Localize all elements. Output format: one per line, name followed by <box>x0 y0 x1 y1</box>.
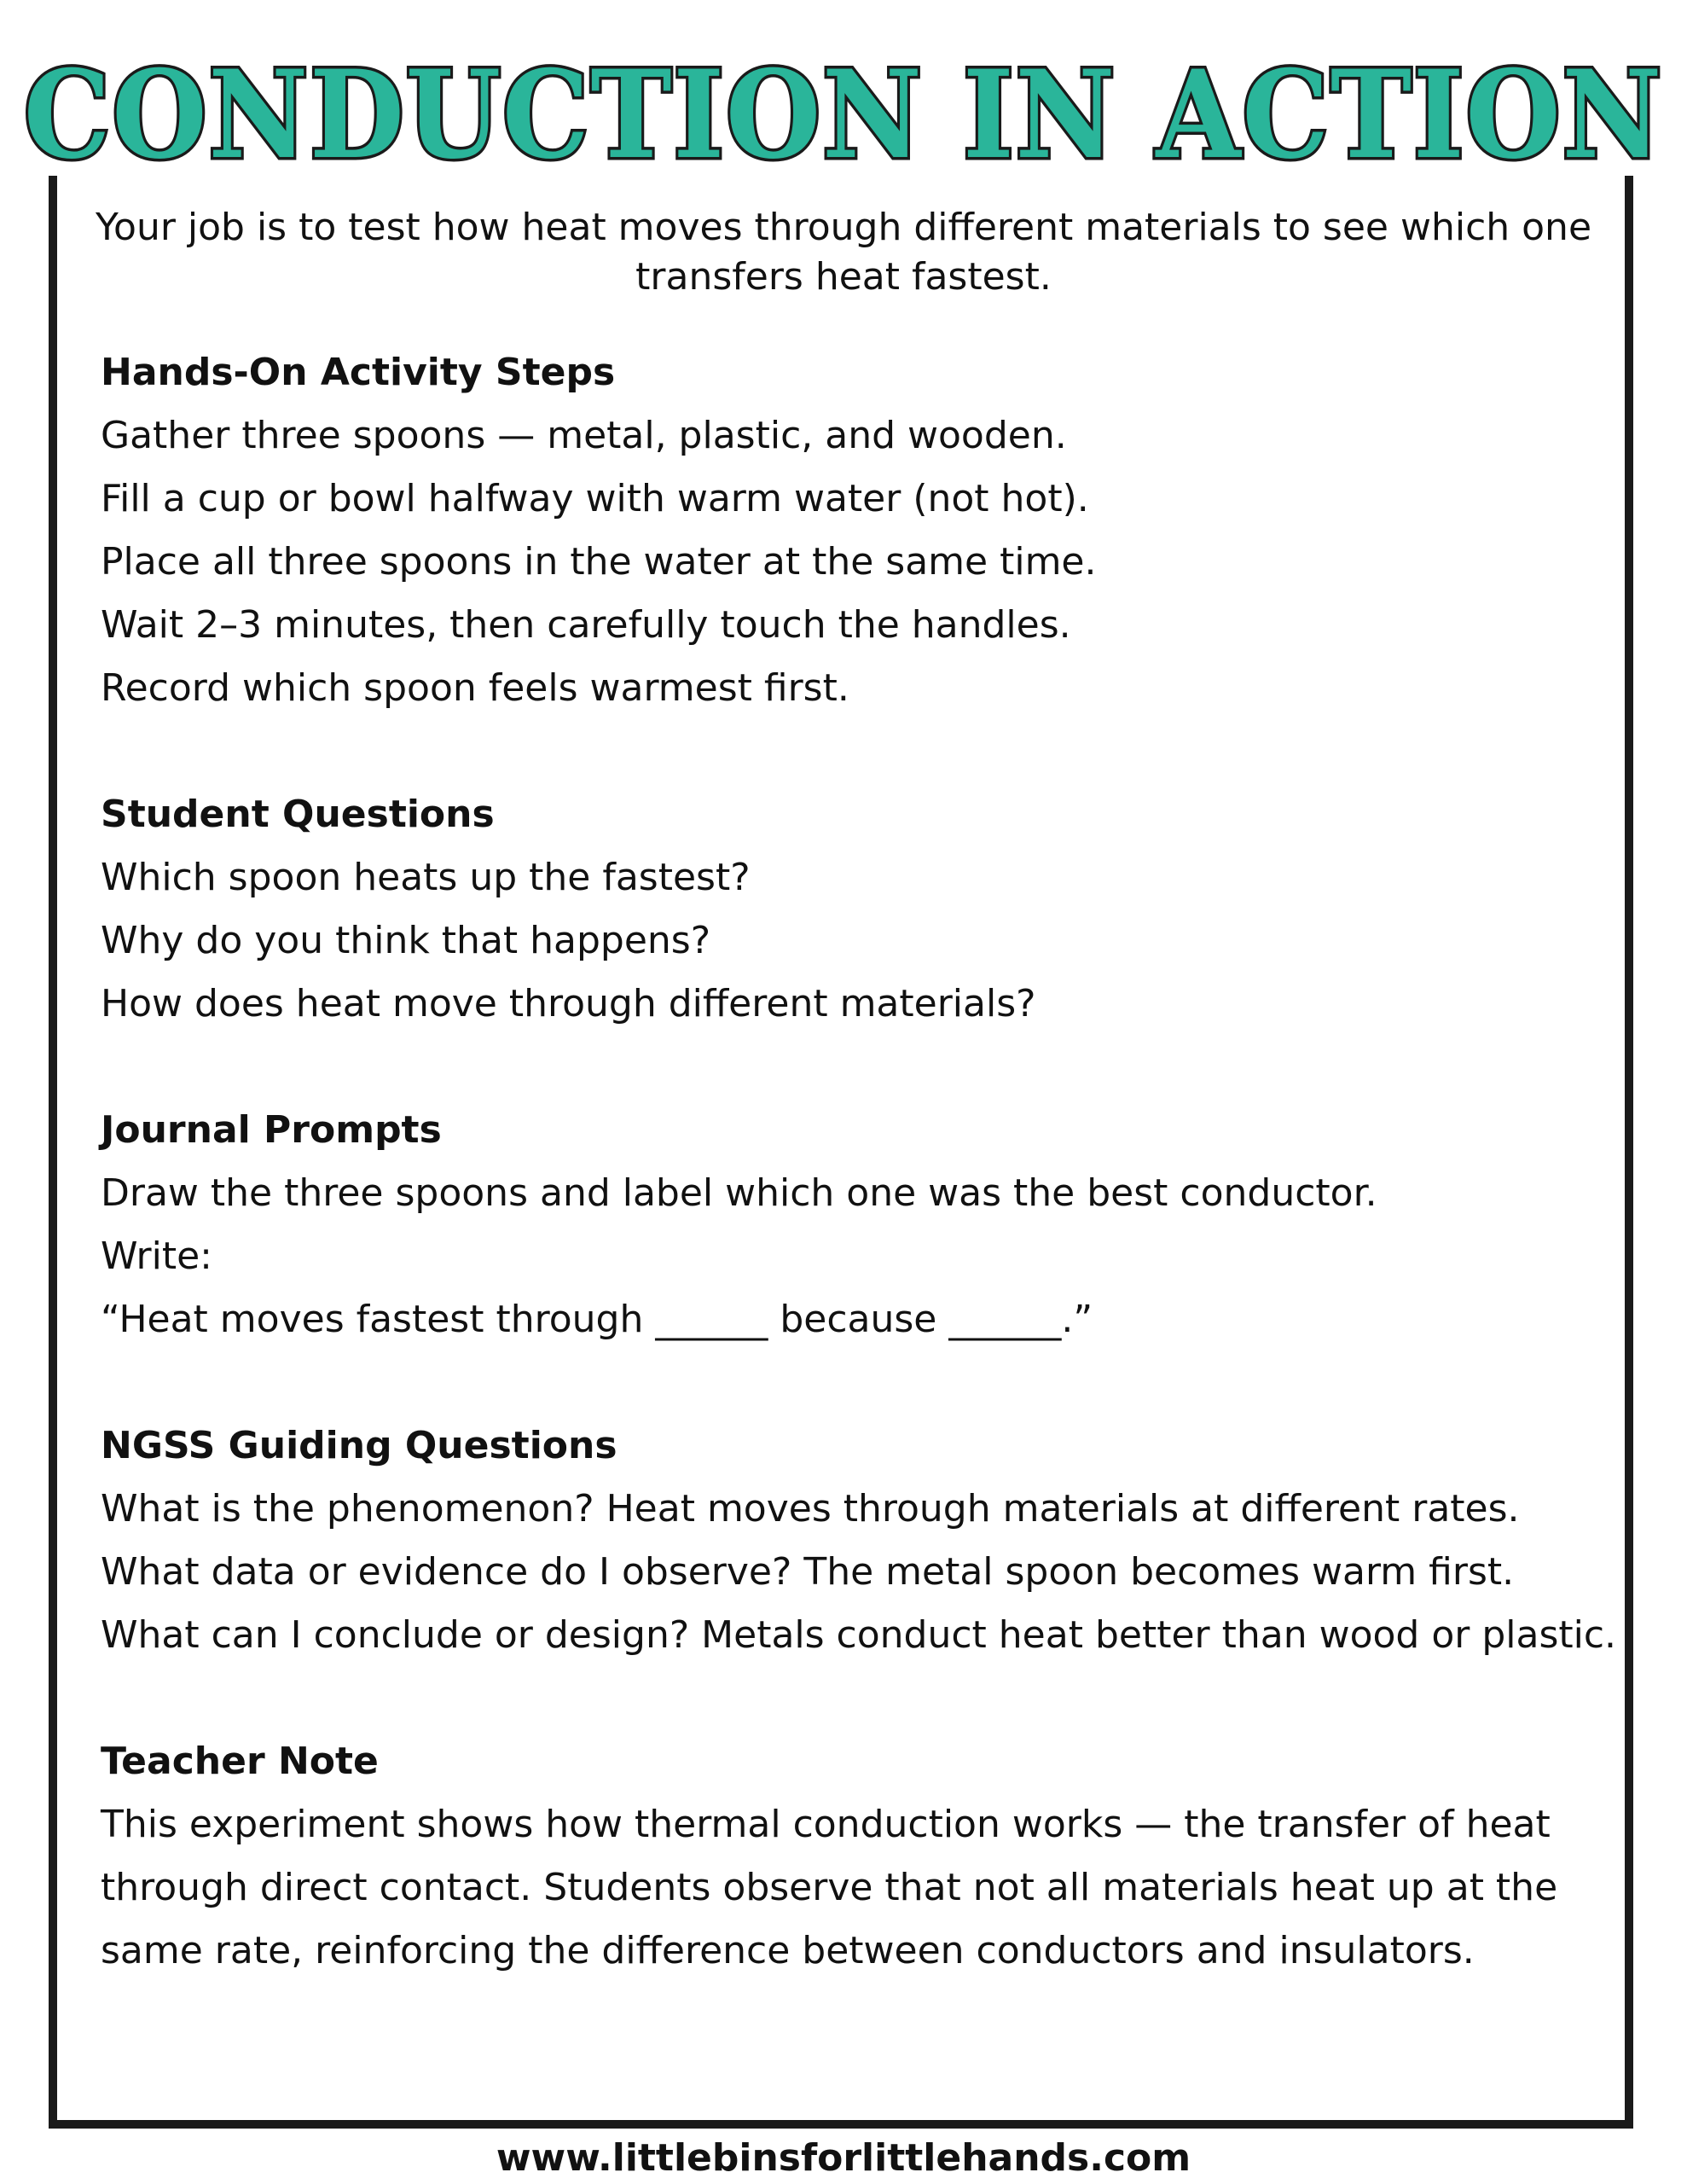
ngss-line: What is the phenomenon? Heat moves through materials at different rates. <box>101 1487 1520 1531</box>
section-student-questions <box>101 783 1602 1036</box>
prompt-line: Write: <box>101 1234 212 1278</box>
teacher-note-text: This experiment shows how thermal conduction works — the transfer of heat through direct contact. Students observe that not all materials heat up at the same rate, reinforcing the difference between conductors and insulators. <box>101 1803 1558 1972</box>
section-heading: NGSS Guiding Questions <box>101 1424 617 1467</box>
step-line: Fill a cup or bowl halfway with warm water (not hot). <box>101 477 1089 520</box>
title-banner <box>23 43 1664 188</box>
ngss-line: What data or evidence do I observe? The metal spoon becomes warm first. <box>101 1550 1515 1594</box>
footer-website: www.littlebinsforlittlehands.com <box>496 2136 1191 2180</box>
section-activity-steps <box>101 341 1602 720</box>
prompt-line: Draw the three spoons and label which one was the best conductor. <box>101 1171 1377 1215</box>
step-line: Place all three spoons in the water at the same time. <box>101 540 1097 584</box>
section-journal-prompts <box>101 1099 1602 1351</box>
question-line: Which spoon heats up the fastest? <box>101 856 751 899</box>
section-heading: Student Questions <box>101 793 495 836</box>
step-line: Gather three spoons — metal, plastic, and wooden. <box>101 414 1067 457</box>
section-teacher-note <box>101 1730 1602 1983</box>
question-line: How does heat move through different materials? <box>101 982 1036 1025</box>
step-line: Wait 2–3 minutes, then carefully touch the handles. <box>101 603 1071 647</box>
step-line: Record which spoon feels warmest first. <box>101 666 849 710</box>
intro-text: Your job is to test how heat moves through different materials to see which one transfers heat fastest. <box>95 206 1592 299</box>
section-heading: Hands-On Activity Steps <box>101 351 616 394</box>
section-ngss-questions <box>101 1414 1617 1667</box>
question-line: Why do you think that happens? <box>101 919 711 962</box>
section-heading: Journal Prompts <box>101 1108 442 1152</box>
prompt-line: “Heat moves fastest through ______ because ______.” <box>101 1298 1093 1341</box>
section-heading: Teacher Note <box>101 1740 379 1783</box>
worksheet-content <box>101 341 1617 2046</box>
ngss-line: What can I conclude or design? Metals conduct heat better than wood or plastic. <box>101 1613 1617 1657</box>
page-title: CONDUCTION IN ACTION <box>23 44 1664 186</box>
